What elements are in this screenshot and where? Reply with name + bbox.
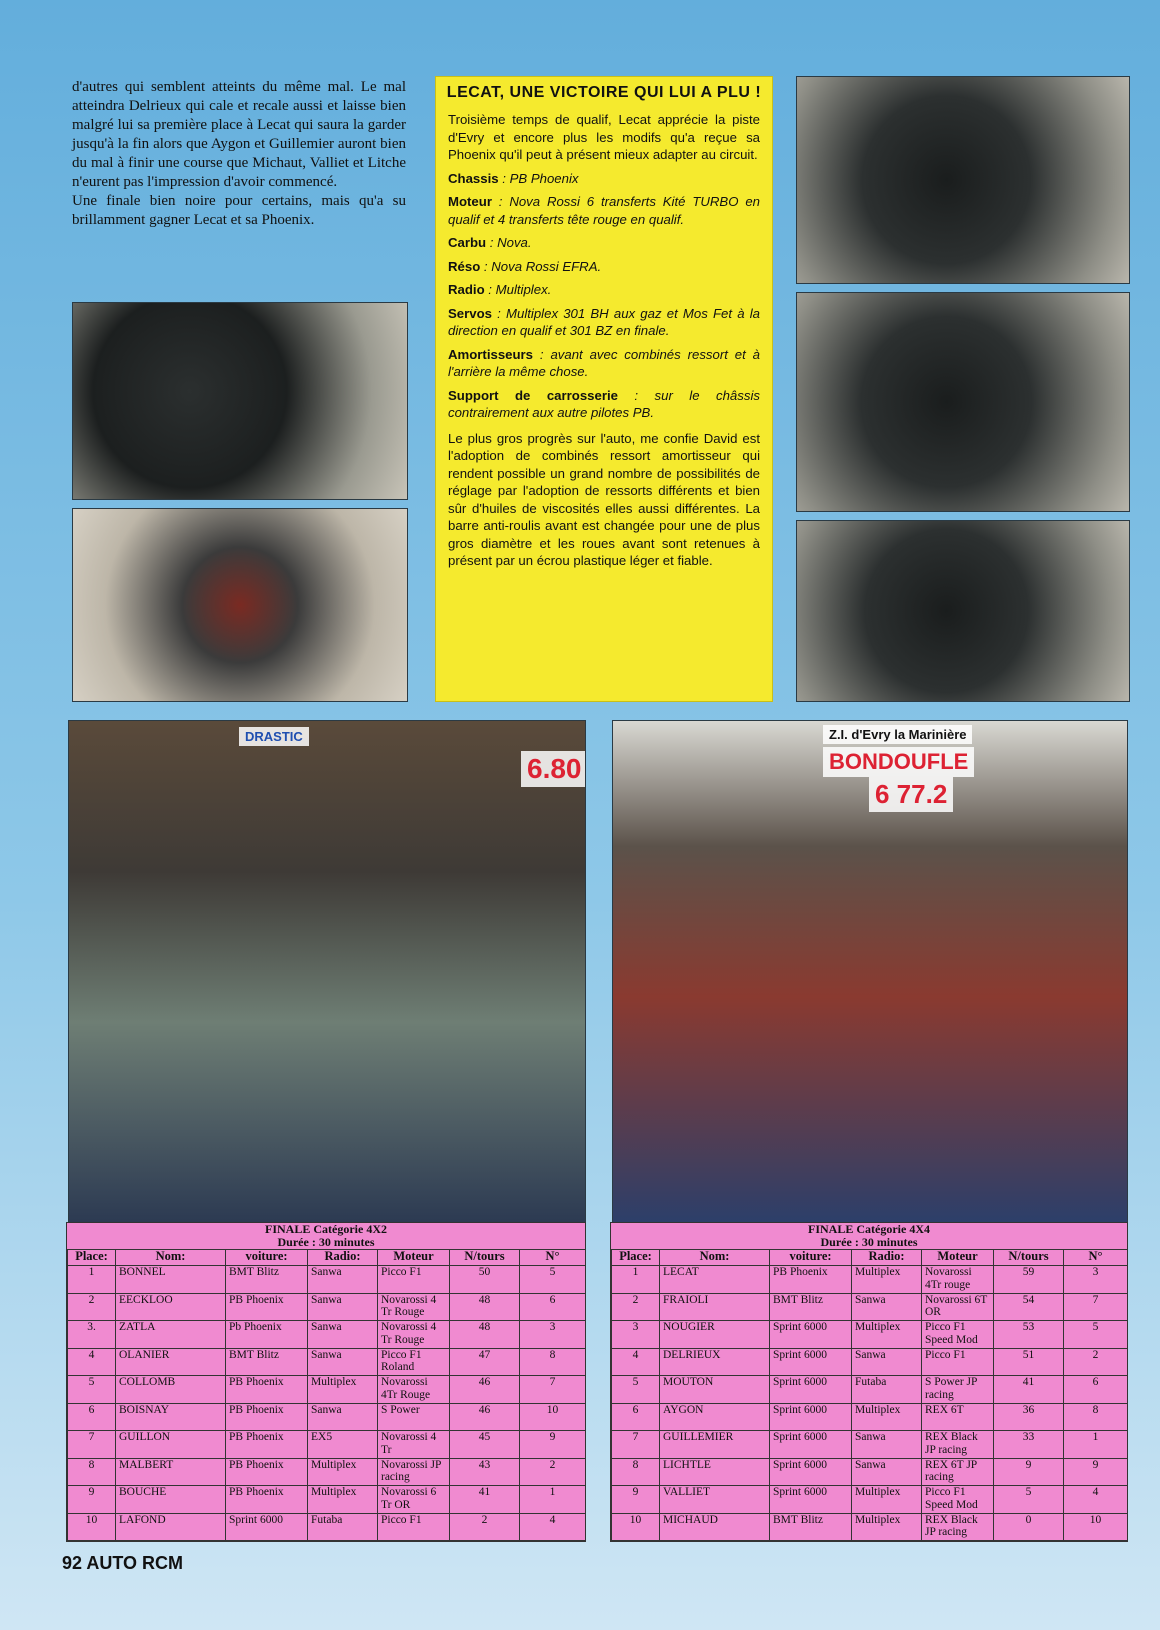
table-cell: Multiplex bbox=[308, 1486, 378, 1514]
table-cell: 9 bbox=[1064, 1458, 1128, 1486]
photo-suspension bbox=[796, 76, 1130, 284]
column-header: N/tours bbox=[450, 1250, 520, 1266]
table-cell: Multiplex bbox=[308, 1458, 378, 1486]
table-cell: BOUCHE bbox=[116, 1486, 226, 1514]
table-row bbox=[612, 1431, 1128, 1459]
table-cell: 7 bbox=[520, 1376, 586, 1404]
table-cell: 9 bbox=[612, 1486, 660, 1514]
banner-phone: 6.80 bbox=[521, 751, 586, 787]
table-cell: S Power bbox=[378, 1403, 450, 1431]
table-cell: Sanwa bbox=[852, 1293, 922, 1321]
results-table-4x2 bbox=[66, 1222, 586, 1542]
photo-podium-4x4 bbox=[612, 720, 1128, 1224]
table-cell: 48 bbox=[450, 1321, 520, 1349]
table-cell: OLANIER bbox=[116, 1348, 226, 1376]
intro-paragraph-1: d'autres qui semblent atteints du même mal. Le mal atteindra Delrieux qui cale et recale aussi et laisse bien malgré lui sa première place à Lecat qui saura la garder jusqu'à la fin alors que Aygon et Guillemier auront bien du mal à finir une course que Michaut, Valliet et Litche n'eurent pas l'impression d'avoir commencé. bbox=[72, 79, 406, 190]
table-cell: Sprint 6000 bbox=[770, 1403, 852, 1431]
table-cell: 5 bbox=[520, 1266, 586, 1294]
table-cell: MALBERT bbox=[116, 1458, 226, 1486]
table-row bbox=[612, 1403, 1128, 1431]
spec-item: Support de carrosserie : sur le châssis contrairement aux autre pilotes PB. bbox=[448, 387, 760, 420]
table-cell: 2 bbox=[1064, 1348, 1128, 1376]
table-cell: 8 bbox=[520, 1348, 586, 1376]
table-duration: Durée : 30 minutes bbox=[277, 1235, 375, 1249]
magazine-name: AUTO RCM bbox=[86, 1553, 184, 1573]
table-cell: PB Phoenix bbox=[226, 1376, 308, 1404]
results-table-4x4 bbox=[610, 1222, 1128, 1542]
table-cell: 33 bbox=[994, 1431, 1064, 1459]
banner-text: Z.I. d'Evry la Marinière bbox=[823, 725, 972, 744]
table-title: FINALE Catégorie 4X2 bbox=[265, 1222, 387, 1236]
table-cell: Sanwa bbox=[852, 1431, 922, 1459]
spec-item: Carbu : Nova. bbox=[448, 235, 532, 250]
sidebar-outro: Le plus gros progrès sur l'auto, me confie David est l'adoption de combinés ressort amortisseur qui rendent possible un grand nombre de possibilités de réglage par l'adoption de ressorts différents et bien sûr d'huiles de viscosités elles aussi différentes. La barre anti-roulis avant est changée pour une de plus gros diamètre et les roues avant sont retenues à présent par un écrou plastique léger et fiable. bbox=[448, 430, 760, 568]
table-cell: Sanwa bbox=[308, 1293, 378, 1321]
table-row bbox=[68, 1431, 586, 1459]
table-cell: 6 bbox=[1064, 1376, 1128, 1404]
table-cell: Novarossi 4 Tr Rouge bbox=[378, 1321, 450, 1349]
column-header: N/tours bbox=[994, 1250, 1064, 1266]
table-cell: Sprint 6000 bbox=[770, 1431, 852, 1459]
table-cell: COLLOMB bbox=[116, 1376, 226, 1404]
spec-item: Moteur : Nova Rossi 6 transferts Kité TURBO en qualif et 4 transferts tête rouge en qualif. bbox=[448, 194, 760, 227]
table-cell: Sprint 6000 bbox=[770, 1376, 852, 1404]
table-cell: 10 bbox=[612, 1513, 660, 1541]
table-cell: 46 bbox=[450, 1376, 520, 1404]
photo-car-chassis bbox=[72, 302, 408, 500]
table-cell: Sanwa bbox=[852, 1348, 922, 1376]
table-cell: Novarossi 4Tr rouge bbox=[922, 1266, 994, 1294]
table-cell: 45 bbox=[450, 1431, 520, 1459]
table-cell: LECAT bbox=[660, 1266, 770, 1294]
table-cell: 9 bbox=[68, 1486, 116, 1514]
table-cell: Sanwa bbox=[852, 1458, 922, 1486]
spec-list bbox=[448, 170, 760, 422]
table-duration: Durée : 30 minutes bbox=[820, 1235, 918, 1249]
table-cell: AYGON bbox=[660, 1403, 770, 1431]
table-cell: 0 bbox=[994, 1513, 1064, 1541]
photo-wheel-hub bbox=[796, 520, 1130, 702]
table-cell: 5 bbox=[612, 1376, 660, 1404]
table-cell: Novarossi 6T OR bbox=[922, 1293, 994, 1321]
table-cell: PB Phoenix bbox=[770, 1266, 852, 1294]
column-header: Moteur bbox=[922, 1250, 994, 1266]
table-cell: 2 bbox=[68, 1293, 116, 1321]
table-cell: Sprint 6000 bbox=[770, 1321, 852, 1349]
spec-item: Radio : Multiplex. bbox=[448, 282, 552, 297]
table-row bbox=[612, 1293, 1128, 1321]
table-row bbox=[68, 1486, 586, 1514]
table-cell: PB Phoenix bbox=[226, 1458, 308, 1486]
page-number: 92 bbox=[62, 1553, 83, 1573]
column-header: Place: bbox=[68, 1250, 116, 1266]
table-cell: 2 bbox=[520, 1458, 586, 1486]
table-cell: 4 bbox=[520, 1513, 586, 1541]
table-cell: Sprint 6000 bbox=[770, 1486, 852, 1514]
table-cell: 2 bbox=[450, 1513, 520, 1541]
table-row bbox=[68, 1458, 586, 1486]
table-cell: 5 bbox=[68, 1376, 116, 1404]
table-cell: 1 bbox=[520, 1486, 586, 1514]
table-cell: 7 bbox=[1064, 1293, 1128, 1321]
table-cell: Sanwa bbox=[308, 1266, 378, 1294]
table-cell: 7 bbox=[612, 1431, 660, 1459]
table-cell: 59 bbox=[994, 1266, 1064, 1294]
table-row bbox=[68, 1321, 586, 1349]
table-cell: EX5 bbox=[308, 1431, 378, 1459]
table-cell: PB Phoenix bbox=[226, 1293, 308, 1321]
table-cell: MOUTON bbox=[660, 1376, 770, 1404]
column-header: Nom: bbox=[116, 1250, 226, 1266]
table-row bbox=[68, 1293, 586, 1321]
table-cell: Sanwa bbox=[308, 1321, 378, 1349]
table-cell: BMT Blitz bbox=[770, 1293, 852, 1321]
table-cell: 7 bbox=[68, 1431, 116, 1459]
spec-item: Amortisseurs : avant avec combinés ressort et à l'arrière la même chose. bbox=[448, 346, 760, 379]
table-cell: 10 bbox=[68, 1513, 116, 1541]
table-row bbox=[612, 1486, 1128, 1514]
table-cell: NOUGIER bbox=[660, 1321, 770, 1349]
intro-paragraph-2: Une finale bien noire pour certains, mais qu'a su brillamment gagner Lecat et sa Phoenix. bbox=[72, 193, 406, 228]
table-cell: PB Phoenix bbox=[226, 1486, 308, 1514]
table-cell: 46 bbox=[450, 1403, 520, 1431]
table-cell: Novarossi 4 Tr bbox=[378, 1431, 450, 1459]
table-row bbox=[612, 1458, 1128, 1486]
table-cell: 2 bbox=[612, 1293, 660, 1321]
column-header: Place: bbox=[612, 1250, 660, 1266]
table-cell: REX 6T JP racing bbox=[922, 1458, 994, 1486]
table-cell: Picco F1 Speed Mod bbox=[922, 1321, 994, 1349]
table-cell: 1 bbox=[1064, 1431, 1128, 1459]
table-cell: Picco F1 bbox=[922, 1348, 994, 1376]
table-cell: Sanwa bbox=[308, 1403, 378, 1431]
table-row bbox=[68, 1403, 586, 1431]
table-cell: 53 bbox=[994, 1321, 1064, 1349]
table-cell: 6 bbox=[68, 1403, 116, 1431]
table-cell: Picco F1 bbox=[378, 1266, 450, 1294]
table-cell: 36 bbox=[994, 1403, 1064, 1431]
table-cell: BMT Blitz bbox=[770, 1513, 852, 1541]
sidebar-title: LECAT, UNE VICTOIRE QUI LUI A PLU ! bbox=[446, 84, 762, 101]
banner-phone: 6 77.2 bbox=[869, 777, 953, 812]
table-row bbox=[68, 1266, 586, 1294]
table-cell: 4 bbox=[1064, 1486, 1128, 1514]
table-cell: REX Black JP racing bbox=[922, 1431, 994, 1459]
table-cell: Novarossi 4Tr Rouge bbox=[378, 1376, 450, 1404]
table-cell: DELRIEUX bbox=[660, 1348, 770, 1376]
table-cell: PB Phoenix bbox=[226, 1431, 308, 1459]
table-cell: Picco F1 Speed Mod bbox=[922, 1486, 994, 1514]
table-cell: Sprint 6000 bbox=[770, 1348, 852, 1376]
table-cell: 6 bbox=[612, 1403, 660, 1431]
table-cell: 4 bbox=[68, 1348, 116, 1376]
table-cell: 3. bbox=[68, 1321, 116, 1349]
table-cell: 4 bbox=[612, 1348, 660, 1376]
table-cell: Multiplex bbox=[852, 1266, 922, 1294]
table-cell: 48 bbox=[450, 1293, 520, 1321]
table-cell: BMT Blitz bbox=[226, 1348, 308, 1376]
table-cell: Sprint 6000 bbox=[226, 1513, 308, 1541]
table-cell: 3 bbox=[612, 1321, 660, 1349]
table-cell: MICHAUD bbox=[660, 1513, 770, 1541]
table-cell: 9 bbox=[994, 1458, 1064, 1486]
table-cell: Futaba bbox=[852, 1376, 922, 1404]
spec-item: Chassis : PB Phoenix bbox=[448, 170, 579, 186]
table-cell: 41 bbox=[994, 1376, 1064, 1404]
table-cell: 10 bbox=[1064, 1513, 1128, 1541]
table-cell: 10 bbox=[520, 1403, 586, 1431]
spec-item: Servos : Multiplex 301 BH aux gaz et Mos Fet à la direction en qualif et 301 BZ en finale. bbox=[448, 305, 760, 338]
photo-chassis-top bbox=[796, 292, 1130, 512]
table-cell: 1 bbox=[612, 1266, 660, 1294]
table-row bbox=[68, 1513, 586, 1541]
column-header: N° bbox=[1064, 1250, 1128, 1266]
table-cell: 51 bbox=[994, 1348, 1064, 1376]
table-cell: ZATLA bbox=[116, 1321, 226, 1349]
table-cell: 6 bbox=[520, 1293, 586, 1321]
column-header: voiture: bbox=[770, 1250, 852, 1266]
table-cell: 5 bbox=[1064, 1321, 1128, 1349]
column-header: voiture: bbox=[226, 1250, 308, 1266]
table-cell: BOISNAY bbox=[116, 1403, 226, 1431]
table-cell: VALLIET bbox=[660, 1486, 770, 1514]
table-cell: 9 bbox=[520, 1431, 586, 1459]
table-cell: REX 6T bbox=[922, 1403, 994, 1431]
table-cell: LAFOND bbox=[116, 1513, 226, 1541]
table-cell: Multiplex bbox=[852, 1403, 922, 1431]
table-cell: Multiplex bbox=[308, 1376, 378, 1404]
table-cell: GUILLON bbox=[116, 1431, 226, 1459]
table-cell: 3 bbox=[520, 1321, 586, 1349]
photo-engine bbox=[72, 508, 408, 702]
table-cell: Pb Phoenix bbox=[226, 1321, 308, 1349]
table-row bbox=[612, 1513, 1128, 1541]
table-cell: Multiplex bbox=[852, 1321, 922, 1349]
table-row bbox=[612, 1376, 1128, 1404]
table-cell: REX Black JP racing bbox=[922, 1513, 994, 1541]
table-cell: 5 bbox=[994, 1486, 1064, 1514]
table-cell: 3 bbox=[1064, 1266, 1128, 1294]
table-cell: GUILLEMIER bbox=[660, 1431, 770, 1459]
table-row bbox=[612, 1348, 1128, 1376]
table-cell: Novarossi JP racing bbox=[378, 1458, 450, 1486]
table-cell: Multiplex bbox=[852, 1513, 922, 1541]
column-header: Radio: bbox=[852, 1250, 922, 1266]
banner-text: DRASTIC bbox=[239, 727, 309, 746]
table-cell: 8 bbox=[1064, 1403, 1128, 1431]
table-cell: 47 bbox=[450, 1348, 520, 1376]
table-title: FINALE Catégorie 4X4 bbox=[808, 1222, 930, 1236]
table-row bbox=[612, 1266, 1128, 1294]
sidebar-box bbox=[435, 76, 773, 702]
table-cell: Picco F1 Roland bbox=[378, 1348, 450, 1376]
table-cell: 8 bbox=[612, 1458, 660, 1486]
table-cell: 1 bbox=[68, 1266, 116, 1294]
table-row bbox=[68, 1348, 586, 1376]
table-cell: 8 bbox=[68, 1458, 116, 1486]
table-cell: Futaba bbox=[308, 1513, 378, 1541]
table-cell: Sprint 6000 bbox=[770, 1458, 852, 1486]
table-cell: BMT Blitz bbox=[226, 1266, 308, 1294]
table-cell: 41 bbox=[450, 1486, 520, 1514]
table-cell: 43 bbox=[450, 1458, 520, 1486]
table-cell: BONNEL bbox=[116, 1266, 226, 1294]
table-cell: 54 bbox=[994, 1293, 1064, 1321]
table-cell: Picco F1 bbox=[378, 1513, 450, 1541]
column-header: Moteur bbox=[378, 1250, 450, 1266]
table-cell: Multiplex bbox=[852, 1486, 922, 1514]
table-cell: 50 bbox=[450, 1266, 520, 1294]
table-cell: FRAIOLI bbox=[660, 1293, 770, 1321]
column-header: Nom: bbox=[660, 1250, 770, 1266]
photo-podium-4x2 bbox=[68, 720, 586, 1224]
table-cell: Novarossi 6 Tr OR bbox=[378, 1486, 450, 1514]
table-cell: PB Phoenix bbox=[226, 1403, 308, 1431]
table-cell: Novarossi 4 Tr Rouge bbox=[378, 1293, 450, 1321]
table-cell: EECKLOO bbox=[116, 1293, 226, 1321]
page-footer bbox=[62, 1553, 183, 1574]
table-row bbox=[612, 1321, 1128, 1349]
spec-item: Réso : Nova Rossi EFRA. bbox=[448, 258, 602, 274]
table-row bbox=[68, 1376, 586, 1404]
column-header: Radio: bbox=[308, 1250, 378, 1266]
table-cell: LICHTLE bbox=[660, 1458, 770, 1486]
table-cell: S Power JP racing bbox=[922, 1376, 994, 1404]
banner-text: BONDOUFLE bbox=[823, 747, 974, 777]
sidebar-intro: Troisième temps de qualif, Lecat apprécie la piste d'Evry et encore plus les modifs qu'a reçue sa Phoenix qu'il peut à présent mieux adapter au circuit. bbox=[448, 112, 760, 162]
table-cell: Sanwa bbox=[308, 1348, 378, 1376]
intro-text bbox=[72, 78, 406, 230]
column-header: N° bbox=[520, 1250, 586, 1266]
